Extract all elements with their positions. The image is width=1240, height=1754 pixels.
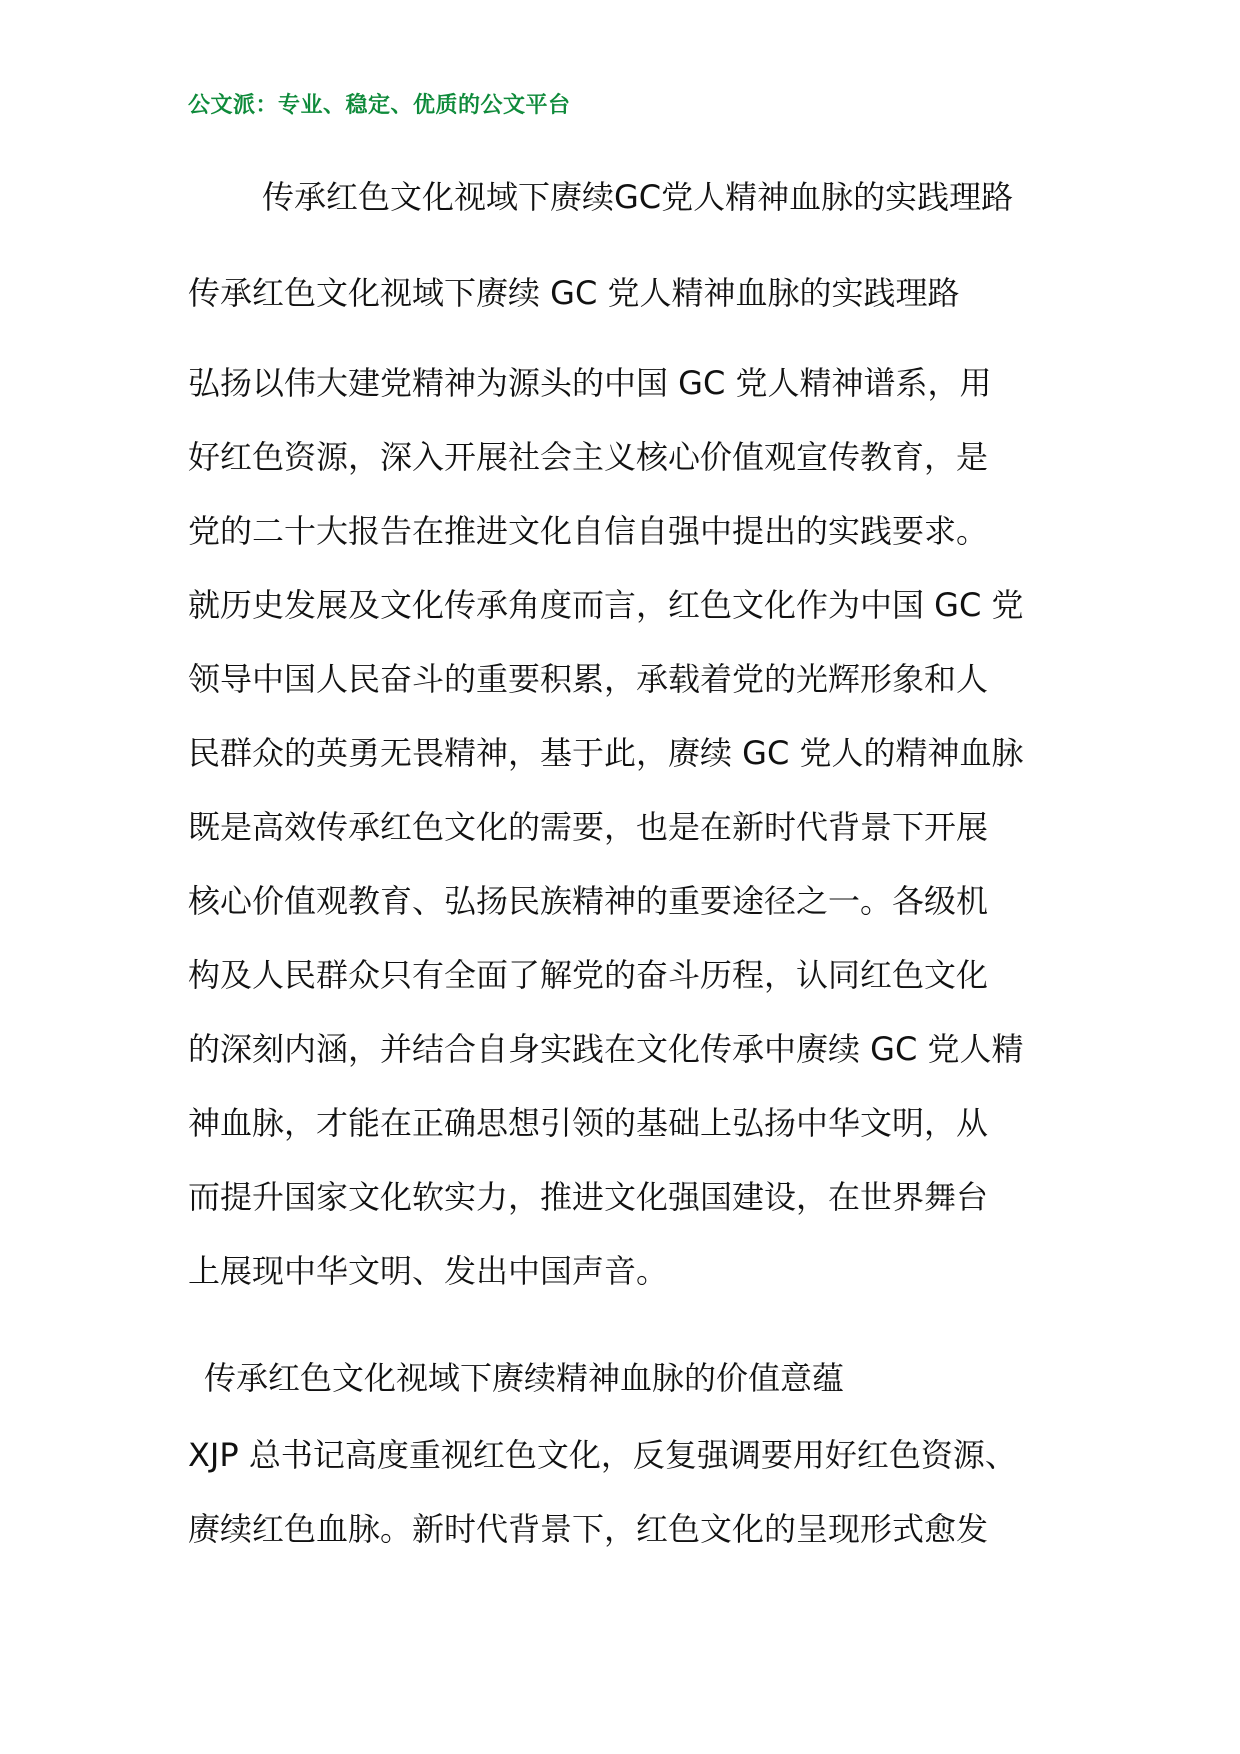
brand-header[interactable]: 公文派：专业、稳定、优质的公文平台 (188, 92, 571, 118)
paragraph-1-line: 党的二十大报告在推进文化自信自强中提出的实践要求。 (188, 512, 989, 550)
paragraph-2-line: XJP 总书记高度重视红色文化，反复强调要用好红色资源、 (188, 1436, 1017, 1474)
document-title: 传承红色文化视域下赓续GC党人精神血脉的实践理路 (262, 178, 1014, 216)
paragraph-1-line: 领导中国人民奋斗的重要积累，承载着党的光辉形象和人 (188, 660, 989, 698)
paragraph-1-line: 民群众的英勇无畏精神，基于此，赓续 GC 党人的精神血脉 (188, 734, 1024, 772)
paragraph-1-line: 构及人民群众只有全面了解党的奋斗历程，认同红色文化 (188, 956, 989, 994)
paragraph-1-line: 的深刻内涵，并结合自身实践在文化传承中赓续 GC 党人精 (188, 1030, 1024, 1068)
paragraph-1-line: 而提升国家文化软实力，推进文化强国建设，在世界舞台 (188, 1178, 989, 1216)
paragraph-1-line: 就历史发展及文化传承角度而言，红色文化作为中国 GC 党 (188, 586, 1024, 624)
paragraph-1-line: 好红色资源，深入开展社会主义核心价值观宣传教育，是 (188, 438, 989, 476)
document-subtitle: 传承红色文化视域下赓续 GC 党人精神血脉的实践理路 (188, 274, 960, 312)
paragraph-1-line: 核心价值观教育、弘扬民族精神的重要途径之一。各级机 (188, 882, 989, 920)
paragraph-1-line: 神血脉，才能在正确思想引领的基础上弘扬中华文明，从 (188, 1104, 989, 1142)
paragraph-1-line: 弘扬以伟大建党精神为源头的中国 GC 党人精神谱系，用 (188, 364, 992, 402)
paragraph-1-line: 上展现中华文明、发出中国声音。 (188, 1252, 669, 1290)
paragraph-1-line: 既是高效传承红色文化的需要，也是在新时代背景下开展 (188, 808, 989, 846)
paragraph-2-line: 赓续红色血脉。新时代背景下，红色文化的呈现形式愈发 (188, 1510, 989, 1548)
section-heading: 传承红色文化视域下赓续精神血脉的价值意蕴 (204, 1359, 845, 1397)
